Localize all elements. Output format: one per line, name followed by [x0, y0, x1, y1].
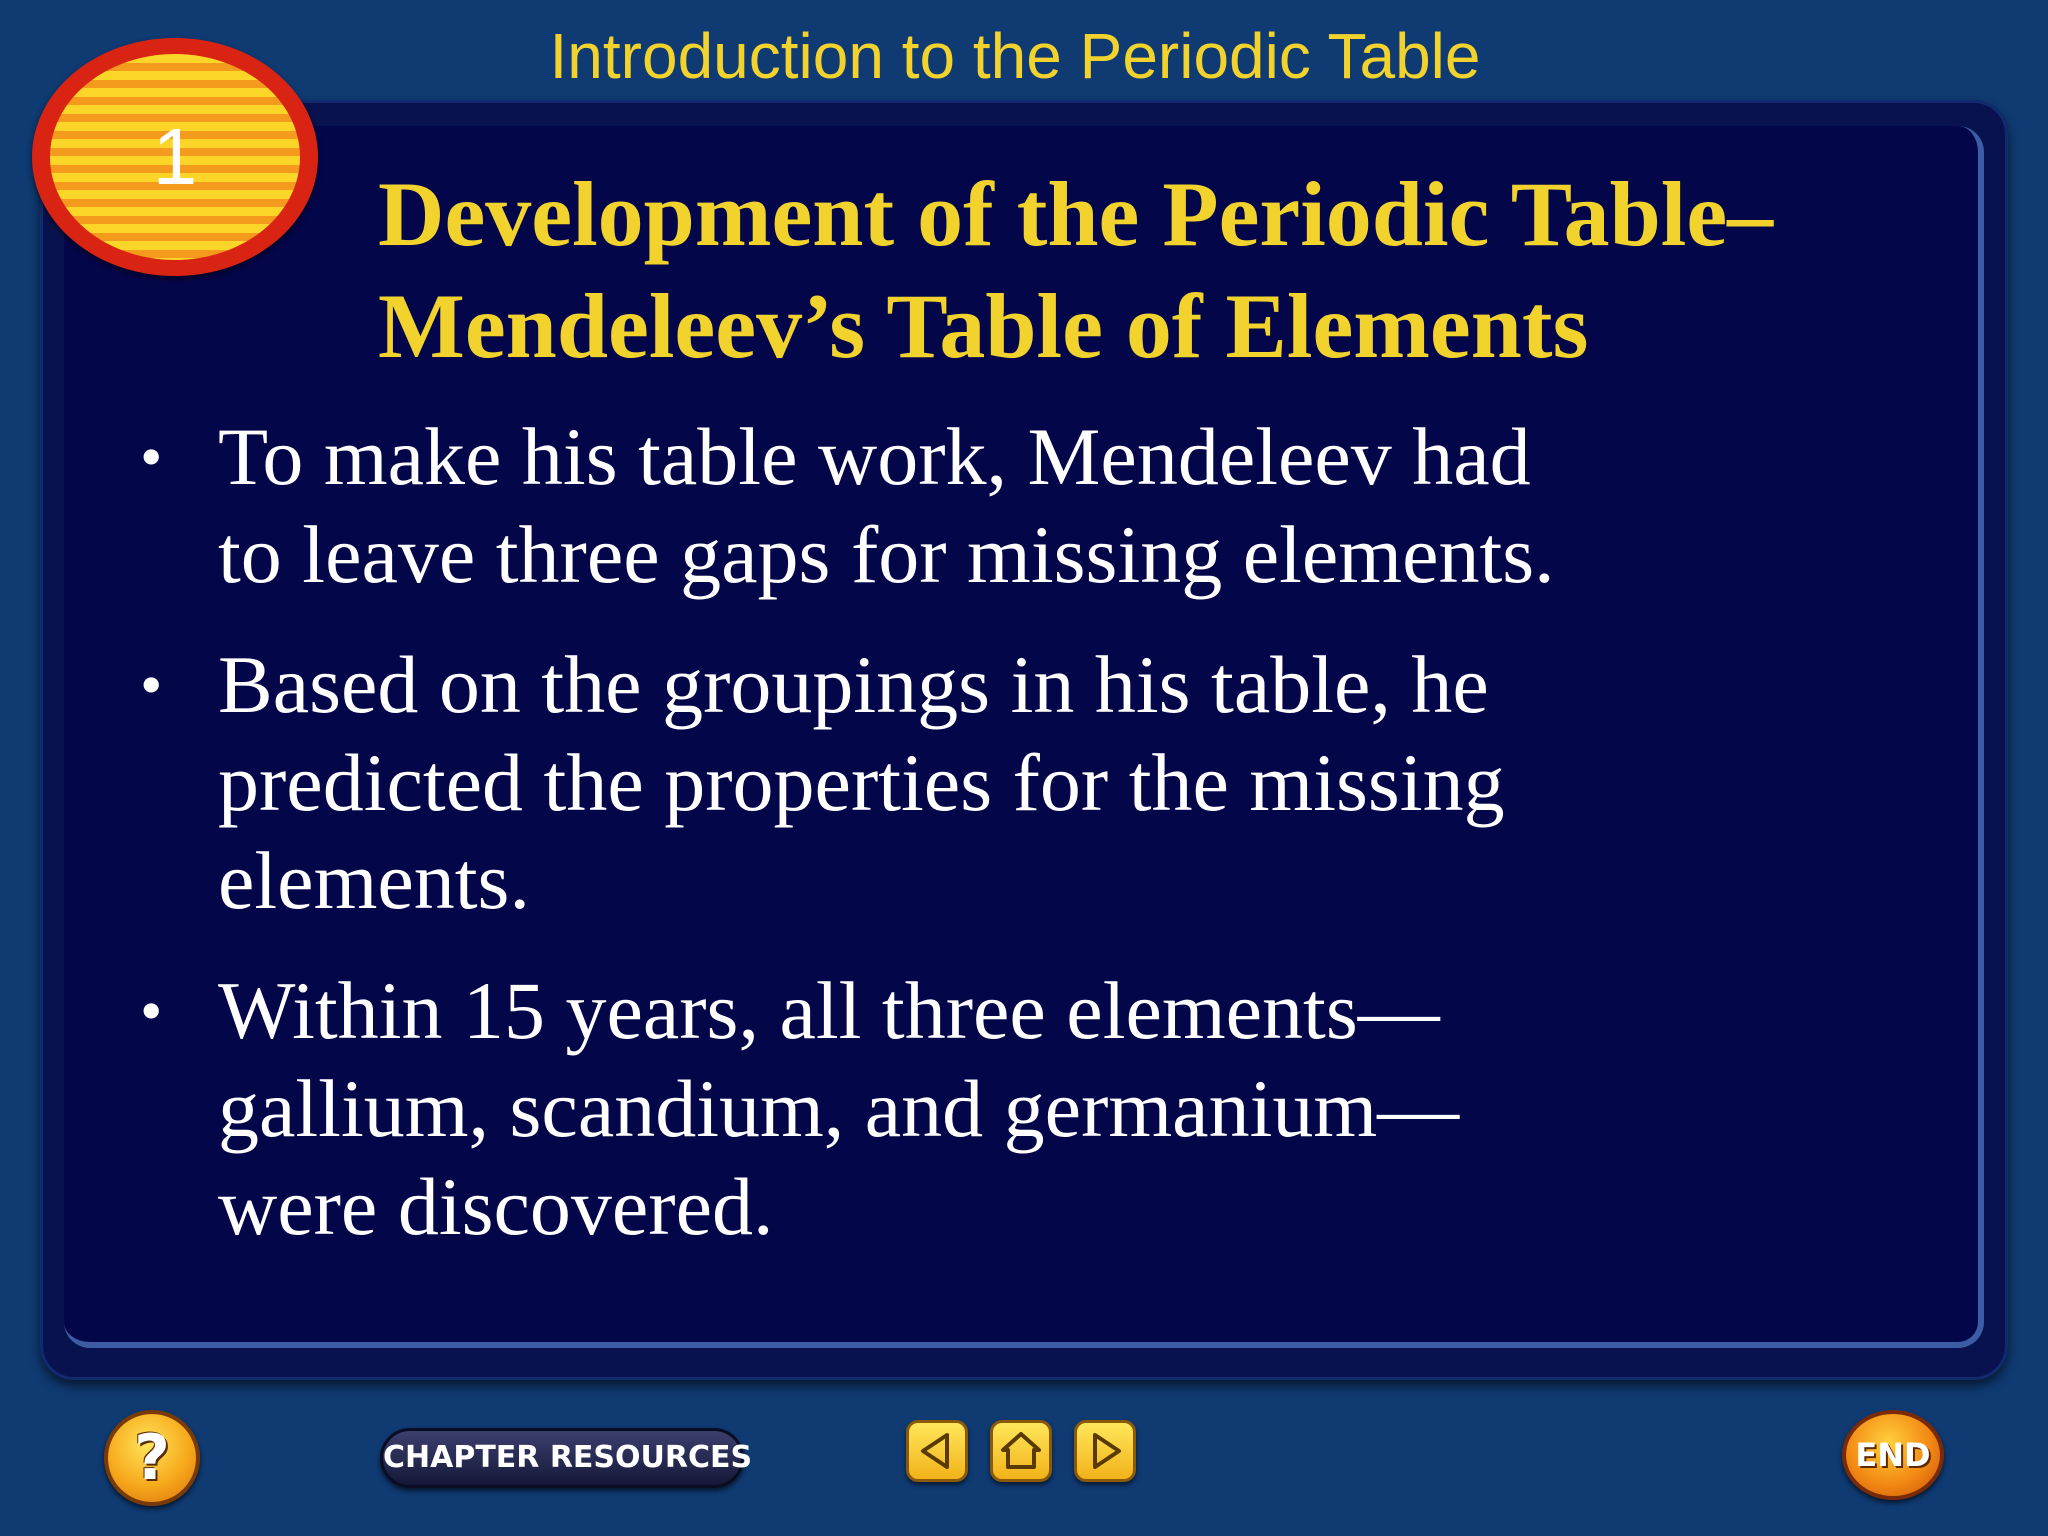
home-icon [999, 1429, 1043, 1473]
bullet-line: To make his table work, Mendeleev had [218, 411, 1531, 502]
bullet-item [140, 636, 1740, 930]
slide-title-line: Mendeleev’s Table of Elements [378, 275, 1589, 377]
section-title: Introduction to the Periodic Table [549, 20, 1481, 92]
bullet-list [140, 408, 1740, 1288]
chapter-number: 1 [152, 112, 198, 201]
chapter-resources-button[interactable] [380, 1428, 753, 1488]
question-icon: ? [134, 1421, 170, 1494]
arrow-left-icon [915, 1429, 959, 1473]
bullet-line: Within 15 years, all three elements— [218, 965, 1440, 1056]
help-button[interactable] [104, 1410, 200, 1506]
end-label: END [1855, 1436, 1931, 1474]
bullet-icon: • [140, 975, 163, 1046]
arrow-right-icon [1083, 1429, 1127, 1473]
end-button[interactable] [1842, 1410, 1944, 1500]
bullet-line: elements. [218, 835, 530, 926]
home-button[interactable] [990, 1420, 1052, 1482]
bullet-item [140, 962, 1740, 1256]
bullet-line: were discovered. [218, 1161, 774, 1252]
bullet-line: gallium, scandium, and germanium— [218, 1063, 1460, 1154]
bullet-icon: • [140, 649, 163, 720]
bullet-icon: • [140, 421, 163, 492]
bullet-item [140, 408, 1740, 604]
bullet-line: Based on the groupings in his table, he [218, 639, 1489, 730]
bullet-line: to leave three gaps for missing elements. [218, 509, 1555, 600]
chapter-badge [32, 38, 318, 276]
next-slide-button[interactable] [1074, 1420, 1136, 1482]
previous-slide-button[interactable] [906, 1420, 968, 1482]
slide-title [378, 158, 1978, 382]
chapter-resources-label: CHAPTER RESOURCES [383, 1440, 753, 1475]
bullet-line: predicted the properties for the missing [218, 737, 1505, 828]
slide-title-line: Development of the Periodic Table– [378, 163, 1774, 265]
